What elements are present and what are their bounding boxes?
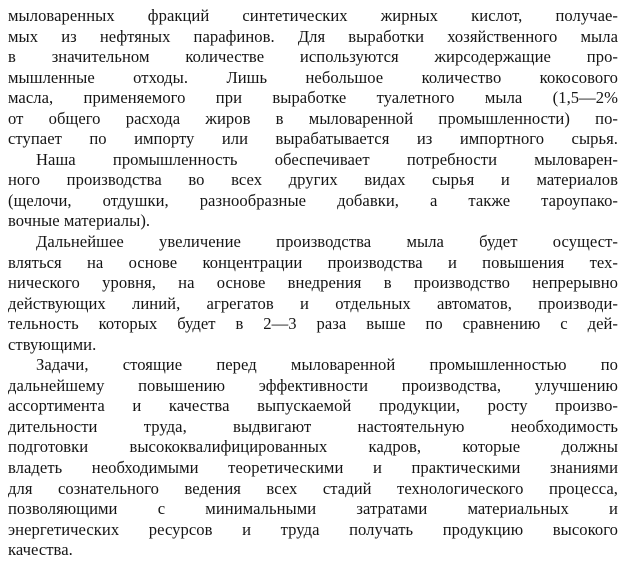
paragraph-industry-supply bbox=[8, 150, 618, 232]
text-line: мышленные отходы. Лишь небольшое количество кокосового bbox=[8, 67, 618, 87]
text-line: ствующими. bbox=[8, 334, 97, 354]
text-line: Дальнейшее увеличение производства мыла будет осущест- bbox=[36, 232, 618, 252]
text-line: тельность которых будет в 2—3 раза выше по сравнению с дей- bbox=[8, 314, 618, 334]
text-line: для сознательного ведения всех стадий технологического процесса, bbox=[8, 478, 618, 498]
text-line: Задачи, стоящие перед мыловаренной промышленностью по bbox=[36, 355, 618, 375]
text-line: качества. bbox=[8, 540, 73, 560]
text-line: действующих линий, агрегатов и отдельных автоматов, производи- bbox=[8, 293, 618, 313]
paragraph-production-growth bbox=[8, 232, 618, 355]
text-line: мых из нефтяных парафинов. Для выработки хозяйственного мыла bbox=[8, 26, 618, 46]
text-line: масла, применяемого при выработке туалетного мыла (1,5—2% bbox=[8, 88, 618, 108]
text-line: Наша промышленность обеспечивает потребности мыловарен- bbox=[36, 149, 618, 169]
text-line: вочные материалы). bbox=[8, 211, 151, 231]
text-line: ного производства во всех других видах сырья и материалов bbox=[8, 170, 618, 190]
text-line: дительности труда, выдвигают настоятельную необходимость bbox=[8, 416, 618, 436]
text-line: в значительном количестве используются жирсодержащие про- bbox=[8, 47, 618, 67]
text-line: подготовки высококвалифицированных кадров, которые должны bbox=[8, 437, 618, 457]
document-page bbox=[8, 6, 618, 561]
paragraph-industry-tasks bbox=[8, 355, 618, 560]
paragraph-raw-materials bbox=[8, 6, 618, 150]
text-line: дальнейшему повышению эффективности производства, улучшению bbox=[8, 375, 618, 395]
text-line: вляться на основе концентрации производства и повышения тех- bbox=[8, 252, 618, 272]
text-line: ступает по импорту или вырабатывается из импортного сырья. bbox=[8, 129, 618, 149]
text-line: от общего расхода жиров в мыловаренной промышленности) по- bbox=[8, 108, 618, 128]
text-line: (щелочи, отдушки, разнообразные добавки, а также тароупако- bbox=[8, 190, 618, 210]
text-line: нического уровня, на основе внедрения в производство непрерывно bbox=[8, 273, 618, 293]
text-line: энергетических ресурсов и труда получать продукцию высокого bbox=[8, 519, 618, 539]
text-line: позволяющими с минимальными затратами материальных и bbox=[8, 499, 618, 519]
text-line: мыловаренных фракций синтетических жирных кислот, получае- bbox=[8, 6, 618, 25]
text-line: ассортимента и качества выпускаемой продукции, росту произво- bbox=[8, 396, 618, 416]
text-line: владеть необходимыми теоретическими и практическими знаниями bbox=[8, 458, 618, 478]
